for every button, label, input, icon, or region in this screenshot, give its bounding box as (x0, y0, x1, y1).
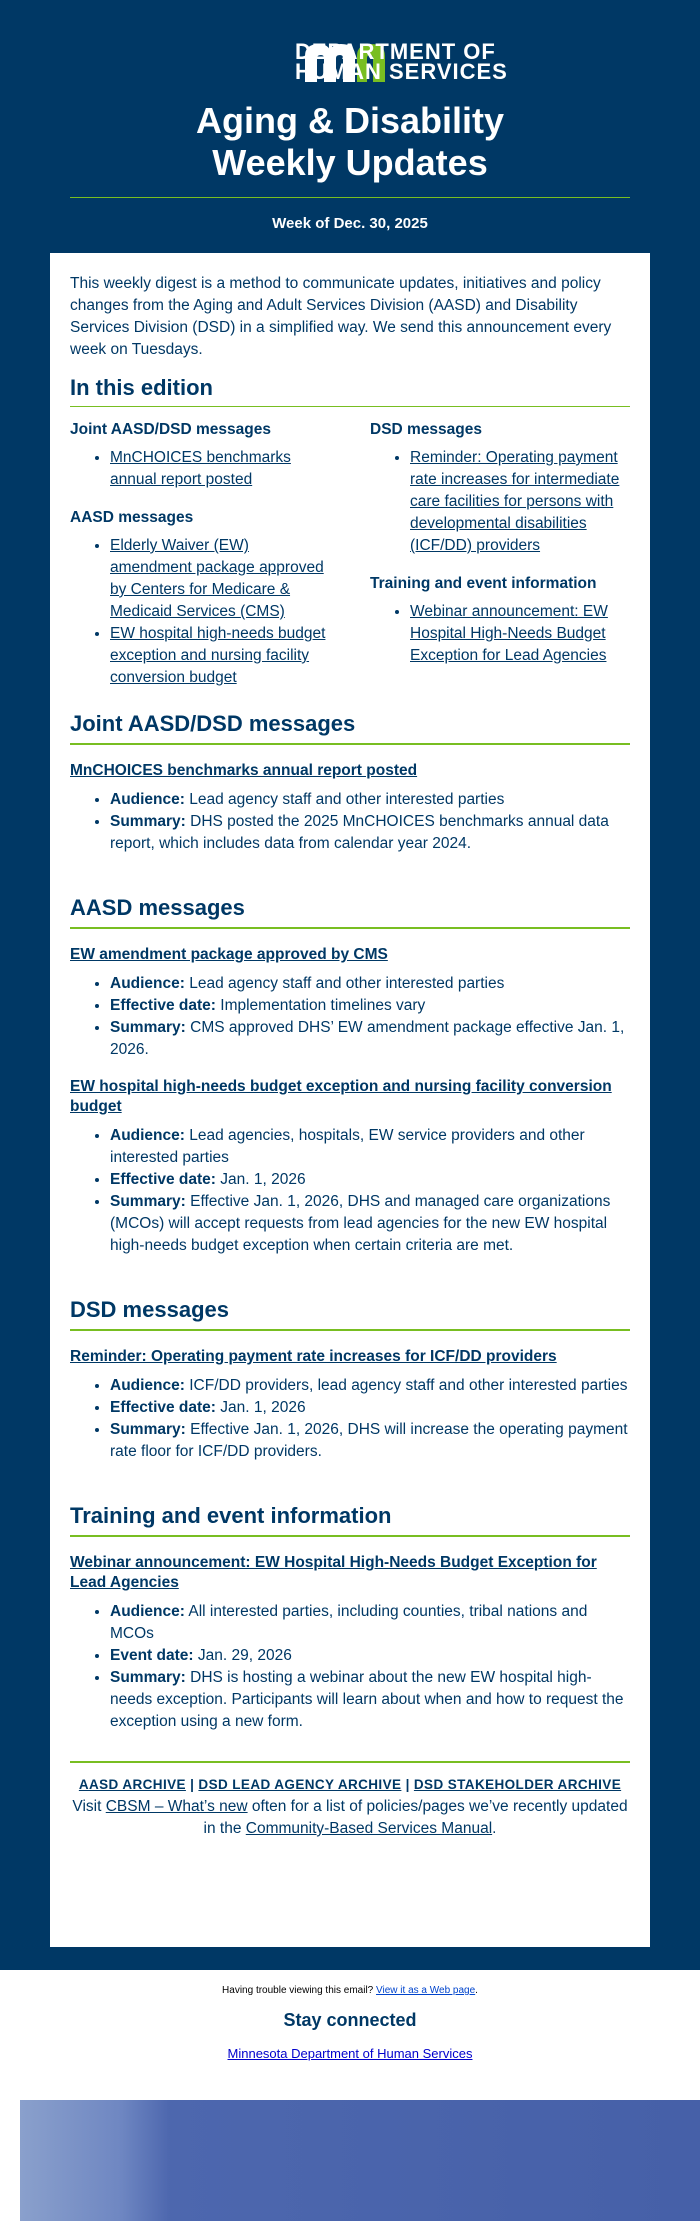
toc-list (70, 535, 330, 689)
detail-item (110, 1645, 630, 1667)
toc-item (110, 535, 330, 623)
trouble-suffix: . (475, 1985, 478, 1996)
detail-text: Effective Jan. 1, 2026, DHS and managed care organizations (MCOs) will accept requests from lead agencies for the new EW hospital high-needs budget exception when certain criteria are met. (110, 1193, 611, 1254)
toc-link[interactable]: Elderly Waiver (EW) amendment package approved by Centers for Medicare & Medicaid Services (CMS) (110, 537, 324, 620)
toc-item (110, 447, 330, 491)
logo-line-1: DEPARTMENT OF (295, 39, 496, 64)
toc-group-heading: AASD messages (70, 509, 194, 526)
toc-item (110, 623, 330, 689)
detail-item (110, 995, 630, 1017)
detail-text: Jan. 1, 2026 (220, 1399, 306, 1416)
detail-text: Lead agency staff and other interested parties (189, 791, 505, 808)
article-details (70, 1601, 630, 1733)
detail-label: Audience: (110, 1127, 185, 1144)
detail-label: Effective date: (110, 1399, 216, 1416)
cbsm-whats-new-link[interactable]: CBSM – What’s new (105, 1798, 248, 1815)
detail-label: Audience: (110, 791, 185, 808)
detail-label: Summary: (110, 1421, 186, 1438)
footer-banner-image (20, 2100, 700, 2221)
detail-text: DHS is hosting a webinar about the new EW hospital high-needs exception. Participants will learn about when and how to request the exception using a new form. (110, 1669, 624, 1730)
link-separator: | (405, 1777, 410, 1792)
toc-heading: In this edition (70, 375, 630, 407)
detail-item (110, 811, 630, 855)
detail-item (110, 1125, 630, 1169)
detail-text: Implementation timelines vary (220, 997, 426, 1014)
title-divider (70, 197, 630, 198)
toc-link[interactable]: MnCHOICES benchmarks annual report posted (110, 449, 291, 488)
section-heading: Joint AASD/DSD messages (70, 711, 630, 745)
toc-item (410, 447, 630, 557)
detail-text: Jan. 1, 2026 (220, 1171, 306, 1188)
detail-label: Audience: (110, 1377, 185, 1394)
detail-label: Summary: (110, 813, 186, 830)
detail-item (110, 1419, 630, 1463)
detail-text: All interested parties, including counties, tribal nations and MCOs (110, 1603, 588, 1642)
week-label: Week of Dec. 30, 2025 (272, 215, 428, 232)
dsd-lead-agency-archive-link[interactable]: DSD LEAD AGENCY ARCHIVE (198, 1777, 402, 1792)
article-details (70, 789, 630, 855)
detail-text: DHS posted the 2025 MnCHOICES benchmarks annual data report, which includes data from calendar year 2024. (110, 813, 609, 852)
article-title-link[interactable]: MnCHOICES benchmarks annual report posted (70, 762, 418, 779)
detail-item (110, 1601, 630, 1645)
archive-links (70, 1777, 630, 1792)
toc-group-heading: Training and event information (370, 575, 597, 592)
detail-item (110, 789, 630, 811)
toc-link[interactable]: EW hospital high-needs budget exception and nursing facility conversion budget (110, 625, 326, 686)
detail-item (110, 973, 630, 995)
detail-item (110, 1375, 630, 1397)
detail-label: Summary: (110, 1669, 186, 1686)
visit-middle: often for a list of policies/pages we’ve recently updated in the (203, 1798, 628, 1837)
detail-item (110, 1017, 630, 1061)
page-title (0, 100, 700, 184)
article-details (70, 973, 630, 1061)
visit-suffix: . (492, 1820, 497, 1837)
title-line-2: Weekly Updates (212, 142, 488, 183)
detail-label: Event date: (110, 1647, 194, 1664)
toc-list (370, 447, 630, 557)
mn-dhs-link[interactable]: Minnesota Department of Human Services (227, 2046, 473, 2061)
dsd-stakeholder-archive-link[interactable]: DSD STAKEHOLDER ARCHIVE (413, 1777, 622, 1792)
detail-text: CMS approved DHS’ EW amendment package effective Jan. 1, 2026. (110, 1019, 625, 1058)
toc-list (370, 601, 630, 667)
article-title-link[interactable]: EW amendment package approved by CMS (70, 946, 388, 963)
newsletter-header (0, 0, 700, 253)
detail-item (110, 1169, 630, 1191)
content-card (50, 253, 650, 1947)
trouble-viewing (0, 1985, 700, 1996)
toc-link[interactable]: Reminder: Operating payment rate increases for intermediate care facilities for persons with developmental disabilities (ICF/DD) providers (410, 449, 620, 554)
section-heading: AASD messages (70, 895, 630, 929)
title-line-1: Aging & Disability (195, 100, 505, 141)
toc-columns (70, 421, 630, 689)
detail-label: Audience: (110, 1603, 185, 1620)
toc-link[interactable]: Webinar announcement: EW Hospital High-Needs Budget Exception for Lead Agencies (410, 603, 608, 664)
stay-connected-heading: Stay connected (283, 2010, 417, 2030)
detail-item (110, 1667, 630, 1733)
link-separator: | (190, 1777, 195, 1792)
detail-label: Effective date: (110, 1171, 216, 1188)
footer-divider (70, 1761, 630, 1763)
section-heading: Training and event information (70, 1503, 630, 1537)
detail-text: Lead agency staff and other interested parties (189, 975, 505, 992)
toc-item (410, 601, 630, 667)
visit-prefix: Visit (72, 1798, 102, 1815)
detail-item (110, 1191, 630, 1257)
dhs-logo (195, 39, 508, 84)
toc-group-heading: Joint AASD/DSD messages (70, 421, 271, 438)
detail-text: Effective Jan. 1, 2026, DHS will increase the operating payment rate floor for ICF/DD providers. (110, 1421, 628, 1460)
detail-label: Effective date: (110, 997, 216, 1014)
toc-list (70, 447, 330, 491)
detail-text: Lead agencies, hospitals, EW service providers and other interested parties (110, 1127, 585, 1166)
trouble-text: Having trouble viewing this email? (222, 1985, 374, 1996)
article-title-link[interactable]: EW hospital high-needs budget exception and nursing facility conversion budget (70, 1078, 612, 1115)
detail-label: Summary: (110, 1193, 186, 1210)
toc-group-heading: DSD messages (370, 421, 483, 438)
detail-item (110, 1397, 630, 1419)
article-details (70, 1125, 630, 1257)
logo-text (295, 39, 508, 84)
article-details (70, 1375, 630, 1463)
section-heading: DSD messages (70, 1297, 630, 1331)
aasd-archive-link[interactable]: AASD ARCHIVE (78, 1777, 186, 1792)
article-title-link[interactable]: Webinar announcement: EW Hospital High-Needs Budget Exception for Lead Agencies (70, 1554, 597, 1591)
intro-paragraph: This weekly digest is a method to communicate updates, initiatives and policy changes from the Aging and Adult Services Division (AASD) and Disability Services Division (DSD) in a simplified way. We send this announcement every week on Tuesdays. (70, 275, 612, 358)
detail-text: ICF/DD providers, lead agency staff and other interested parties (189, 1377, 628, 1394)
org-link-wrapper (0, 2046, 700, 2061)
toc-right-column (370, 421, 630, 689)
detail-label: Summary: (110, 1019, 186, 1036)
cbsm-manual-link[interactable]: Community-Based Services Manual (245, 1820, 493, 1837)
detail-text: Jan. 29, 2026 (197, 1647, 292, 1664)
visit-note (70, 1796, 630, 1840)
web-page-link[interactable]: View it as a Web page (376, 1985, 476, 1996)
logo-line-2: HUMAN SERVICES (295, 59, 508, 84)
detail-label: Audience: (110, 975, 185, 992)
toc-left-column (70, 421, 330, 689)
article-title-link[interactable]: Reminder: Operating payment rate increases for ICF/DD providers (70, 1348, 557, 1365)
